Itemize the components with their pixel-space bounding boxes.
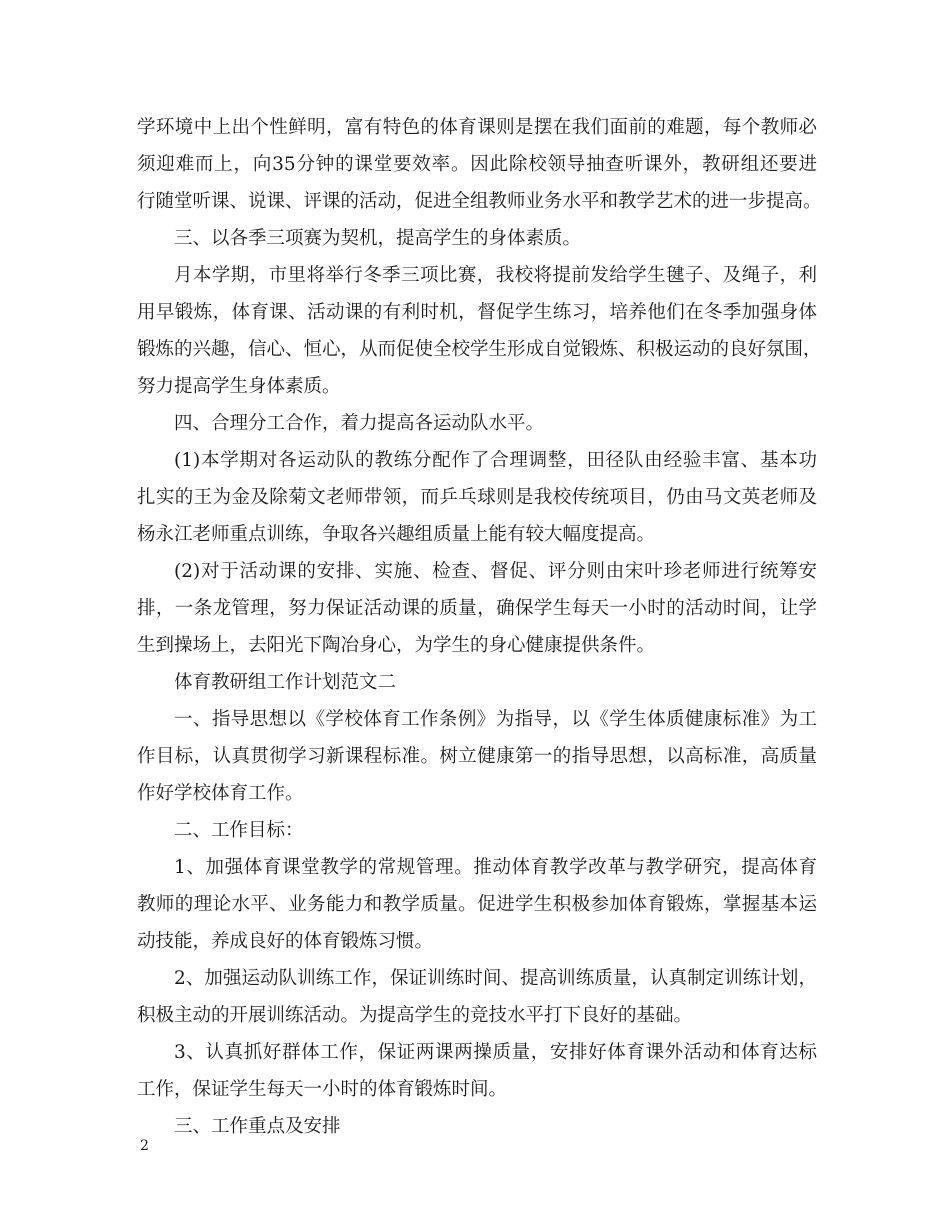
paragraph-line: 3、认真抓好群体工作，保证两课两操质量，安排好体育课外活动和体育达标	[174, 1042, 817, 1063]
paragraph-line: 杨永江老师重点训练，争取各兴趣组质量上能有较大幅度提高。	[137, 524, 656, 545]
paragraph-line: 作目标，认真贯彻学习新课程标准。树立健康第一的指导思想，以高标准，高质量	[137, 746, 817, 767]
section-heading: 四、合理分工合作，着力提高各运动队水平。	[174, 413, 545, 434]
paragraph-line: 一、指导思想以《学校体育工作条例》为指导，以《学生体质健康标准》为工	[174, 709, 817, 730]
paragraph-line: 作好学校体育工作。	[137, 783, 304, 804]
paragraph-line: (2)对于活动课的安排、实施、检查、督促、评分则由宋叶珍老师进行统筹安	[174, 561, 817, 582]
paragraph-line: 月本学期，市里将举行冬季三项比赛，我校将提前发给学生毽子、及绳子，利	[174, 265, 817, 286]
paragraph-line: 2、加强运动队训练工作，保证训练时间、提高训练质量，认真制定训练计划，	[174, 968, 817, 989]
paragraph-line: 排，一条龙管理，努力保证活动课的质量，确保学生每天一小时的活动时间，让学	[137, 598, 817, 619]
section-heading: 三、以各季三项赛为契机，提高学生的身体素质。	[174, 228, 582, 249]
paragraph-line: 1、加强体育课堂教学的常规管理。推动体育教学改革与教学研究，提高体育	[174, 857, 817, 878]
paragraph-line: 行随堂听课、说课、评课的活动，促进全组教师业务水平和教学艺术的进一步提高。	[137, 191, 822, 212]
paragraph-line: 用早锻炼，体育课、活动课的有利时机，督促学生练习，培养他们在冬季加强身体	[137, 302, 817, 323]
paragraph-line: 锻炼的兴趣，信心、恒心，从而促使全校学生形成自觉锻炼、积极运动的良好氛围，	[137, 339, 822, 360]
paragraph-line: 工作，保证学生每天一小时的体育锻炼时间。	[137, 1079, 508, 1100]
section-title: 体育教研组工作计划范文二	[174, 672, 397, 693]
paragraph-line: 积极主动的开展训练活动。为提高学生的竞技水平打下良好的基础。	[137, 1005, 693, 1026]
paragraph-line: 扎实的王为金及除菊文老师带领，而乒乓球则是我校传统项目，仍由马文英老师及	[137, 487, 817, 508]
page-number: 2	[140, 1138, 149, 1154]
paragraph-line: 须迎难而上，向35分钟的课堂要效率。因此除校领导抽查听课外，教研组还要进	[137, 154, 817, 175]
paragraph-line: 教师的理论水平、业务能力和教学质量。促进学生积极参加体育锻炼，掌握基本运	[137, 894, 817, 915]
paragraph-line: 生到操场上，去阳光下陶冶身心，为学生的身心健康提供条件。	[137, 635, 656, 656]
paragraph-line: (1)本学期对各运动队的教练分配作了合理调整，田径队由经验丰富、基本功	[174, 450, 817, 471]
paragraph-line: 学环境中上出个性鲜明，富有特色的体育课则是摆在我们面前的难题，每个教师必	[137, 117, 817, 138]
paragraph-line: 努力提高学生身体素质。	[137, 376, 341, 397]
section-heading: 二、工作目标：	[174, 820, 304, 841]
paragraph-line: 动技能，养成良好的体育锻炼习惯。	[137, 931, 434, 952]
section-heading: 三、工作重点及安排	[174, 1116, 341, 1137]
